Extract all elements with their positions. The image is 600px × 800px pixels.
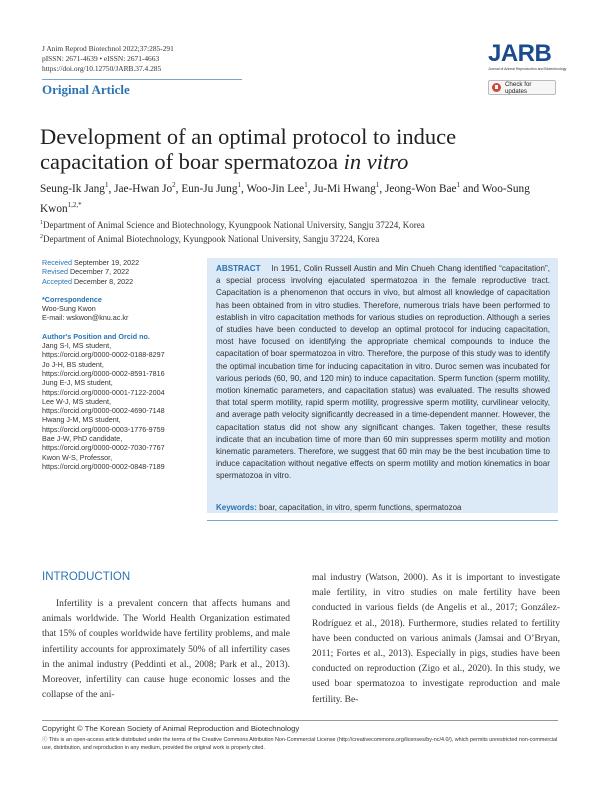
title-italic: in vitro bbox=[343, 149, 409, 174]
author-affiliation-mark: 2 bbox=[172, 181, 176, 189]
journal-citation: J Anim Reprod Biotechnol 2022;37:285-291 bbox=[42, 44, 174, 53]
received-date: Received September 19, 2022 bbox=[42, 258, 140, 267]
journal-info bbox=[42, 44, 174, 74]
orcid-link[interactable]: https://orcid.org/0000-0001-7122-2004 bbox=[42, 387, 165, 397]
orcid-link[interactable]: https://orcid.org/0000-0002-4690-7148 bbox=[42, 406, 165, 416]
journal-logo bbox=[488, 40, 567, 71]
abstract bbox=[216, 263, 550, 483]
article-title bbox=[40, 124, 560, 174]
body-column-1: Infertility is a prevalent concern that affects humans and animals worldwide. The World Health Organization estimated that 15% of couples worldwide have fertility problems, and male infertility accounts for approximately 50% of all infertility cases in the animal industry (Peddinti et al., 2008; Park et al., 2013). Moreover, infertility can cause huge economic losses and the collapse of the ani- bbox=[42, 599, 290, 701]
check-for-updates-button[interactable] bbox=[488, 80, 556, 95]
orcid-heading: Author's Position and Orcid no. bbox=[42, 331, 150, 341]
cc-icon: ⓒ bbox=[42, 737, 49, 743]
orcid-author: Jung E-J, MS student, bbox=[42, 378, 113, 388]
author-name: Jae-Hwan Jo bbox=[114, 182, 173, 195]
author-affiliation-mark: 1 bbox=[104, 181, 109, 189]
author-affiliation-mark: 1 bbox=[456, 181, 461, 189]
section-heading-introduction: INTRODUCTION bbox=[42, 571, 131, 583]
author-name: Ju-Mi Hwang bbox=[313, 182, 376, 195]
keywords bbox=[216, 503, 550, 512]
journal-issn: pISSN: 2671-4639 • eISSN: 2671-4663 bbox=[42, 54, 160, 63]
body-column-2: mal industry (Watson, 2000). As it is important to investigate male fertility, in vitro studies on male fertility have been conducted in various fields (de Angelis et al., 2017; González-Rodríguez et al., 2018). Furthermore, studies related to fertility have been conducted on various animals (Jamsai and O’Bryan, 2011; Fortes et al., 2013). Especially in pigs, studies have been conducted on reproduction (Zigo et al., 2020). In this study, we used boar spermatozoa to investigate reproduction and male fertility. Be- bbox=[312, 573, 560, 705]
accepted-date: Accepted December 8, 2022 bbox=[42, 276, 134, 286]
revised-date: Revised December 7, 2022 bbox=[42, 267, 130, 277]
orcid-author: Kwon W-S, Professor, bbox=[42, 452, 113, 462]
orcid-link[interactable]: https://orcid.org/0000-0002-0188-8297 bbox=[42, 350, 165, 360]
check-updates-label: Check for updates bbox=[504, 80, 532, 95]
author-name: Jeong-Won Bae bbox=[384, 182, 457, 195]
correspondence-name: Woo-Sung Kwon bbox=[42, 304, 96, 314]
logo-text: JARB bbox=[488, 40, 552, 67]
orcid-list bbox=[42, 341, 192, 471]
journal-doi[interactable]: https://doi.org/10.12750/JARB.37.4.285 bbox=[42, 64, 162, 73]
author-name: Woo-Sung Kwon bbox=[40, 182, 530, 215]
keywords-label: Keywords: bbox=[216, 503, 257, 512]
title-text: Development of an optimal protocol to induce capacitation of boar spermatozoa bbox=[40, 124, 457, 174]
affiliations bbox=[40, 218, 560, 245]
orcid-author: Lee W-J, MS student, bbox=[42, 396, 111, 406]
author-affiliation-mark: 1 bbox=[237, 181, 241, 189]
author-affiliation-mark: 1,2,* bbox=[67, 200, 82, 209]
article-type: Original Article bbox=[42, 82, 130, 97]
abstract-text: In 1951, Colin Russell Austin and Min Chueh Chang identified “capacitation”, a special process involving ejaculated spermatozoa in the female reproductive tract. Capacitation is a phenomenon that occurs in vivo, but almost all knowledge of capacitation has been obtained from in vitro studies. Therefore, numerous trials have been performed to establish in vitro capacitation methods for various studies on reproduction. Although a series of studies have been conducted to develop an optimal protocol for inducing capacitation, most have focused on identifying the appropriate chemical compounds to induce the capacitation of boar spermatozoa in vitro. Therefore, the purpose of this study was to identify the optimal incubation time for inducing capacitation in vitro. Duroc semen was incubated for various periods (60, 90, and 120 min) to induce capacitation. Sperm function (sperm motility, motion kinematic parameters, and capacitation status) was evaluated. The results showed that total sperm motility, rapid sperm motility, progressive sperm motility, curvilinear velocity, and average path velocity significantly decreased in a time-dependent manner. However, the capacitation status did not show any significant changes. Taken together, these results indicate that an incubation time of more than 60 min suppresses sperm motility and motion kinematic parameters. Therefore, we suggest that 60 min may be the best incubation time to induce capacitation without negative effects on sperm motility and motion kinematics in boar spermatozoa in vitro. bbox=[216, 264, 550, 481]
orcid-link[interactable]: https://orcid.org/0000-0002-0848-7189 bbox=[42, 461, 165, 471]
logo-subtitle: Journal of Animal Reproduction and Biotechnology bbox=[488, 67, 567, 71]
author-name: Seung-Ik Jang bbox=[40, 182, 105, 195]
orcid-author: Bae J-W, PhD candidate, bbox=[42, 434, 123, 444]
abstract-divider bbox=[207, 520, 558, 521]
header-divider bbox=[42, 79, 242, 80]
orcid-author: Jang S-I, MS student, bbox=[42, 341, 112, 351]
orcid-author: Hwang J-M, MS student, bbox=[42, 415, 121, 425]
copyright-notice: Copyright © The Korean Society of Animal Reproduction and Biotechnology bbox=[42, 724, 300, 733]
orcid-link[interactable]: https://orcid.org/0000-0002-7030-7767 bbox=[42, 443, 165, 453]
author-affiliation-mark: 1 bbox=[304, 181, 308, 189]
footer-divider bbox=[42, 720, 558, 721]
bookmark-icon bbox=[492, 83, 501, 92]
affiliation-2: $^2$Department of Animal Biotechnology, Kyungpook National University, Sangju 37224, Korea bbox=[40, 233, 380, 244]
orcid-link[interactable]: https://orcid.org/0000-0002-8591-7816 bbox=[42, 368, 165, 378]
author-name: Woo-Jin Lee bbox=[246, 182, 305, 195]
license-notice: ⓒ This is an open-access article distributed under the terms of the Creative Commons Attribution Non-Commercial License (http://creativecommons.org/licenses/by-nc/4.0/), which permits unrestricted non-commercial use, distribution, and reproduction in any medium, provided the original work is properly cited. bbox=[42, 737, 558, 751]
article-sidebar bbox=[42, 258, 192, 471]
keywords-text: boar, capacitation, in vitro, sperm functions, spermatozoa bbox=[259, 503, 462, 512]
author-affiliation-mark: 1 bbox=[375, 181, 380, 189]
correspondence-heading: *Correspondence bbox=[42, 294, 102, 304]
author-name: Eun-Ju Jung bbox=[181, 182, 238, 195]
orcid-link[interactable]: https://orcid.org/0000-0003-1776-9759 bbox=[42, 424, 165, 434]
affiliation-1: $^1$Department of Animal Science and Biotechnology, Kyungpook National University, Sangju 37224, Korea bbox=[40, 220, 425, 230]
abstract-label: ABSTRACT bbox=[216, 264, 261, 273]
author-list: Seung-Ik Jang$^1$, Jae-Hwan Jo$^2$, Eun-Ju Jung$^1$, Woo-Jin Lee$^1$, Ju-Mi Hwang$^1$, Jeong-Won Bae$^1$ and Woo-Sung Kwon$^{1,2,*}$ bbox=[40, 181, 530, 215]
correspondence-email[interactable]: E-mail: wskwon@knu.ac.kr bbox=[42, 313, 129, 323]
orcid-author: Jo J-H, BS student, bbox=[42, 359, 104, 369]
